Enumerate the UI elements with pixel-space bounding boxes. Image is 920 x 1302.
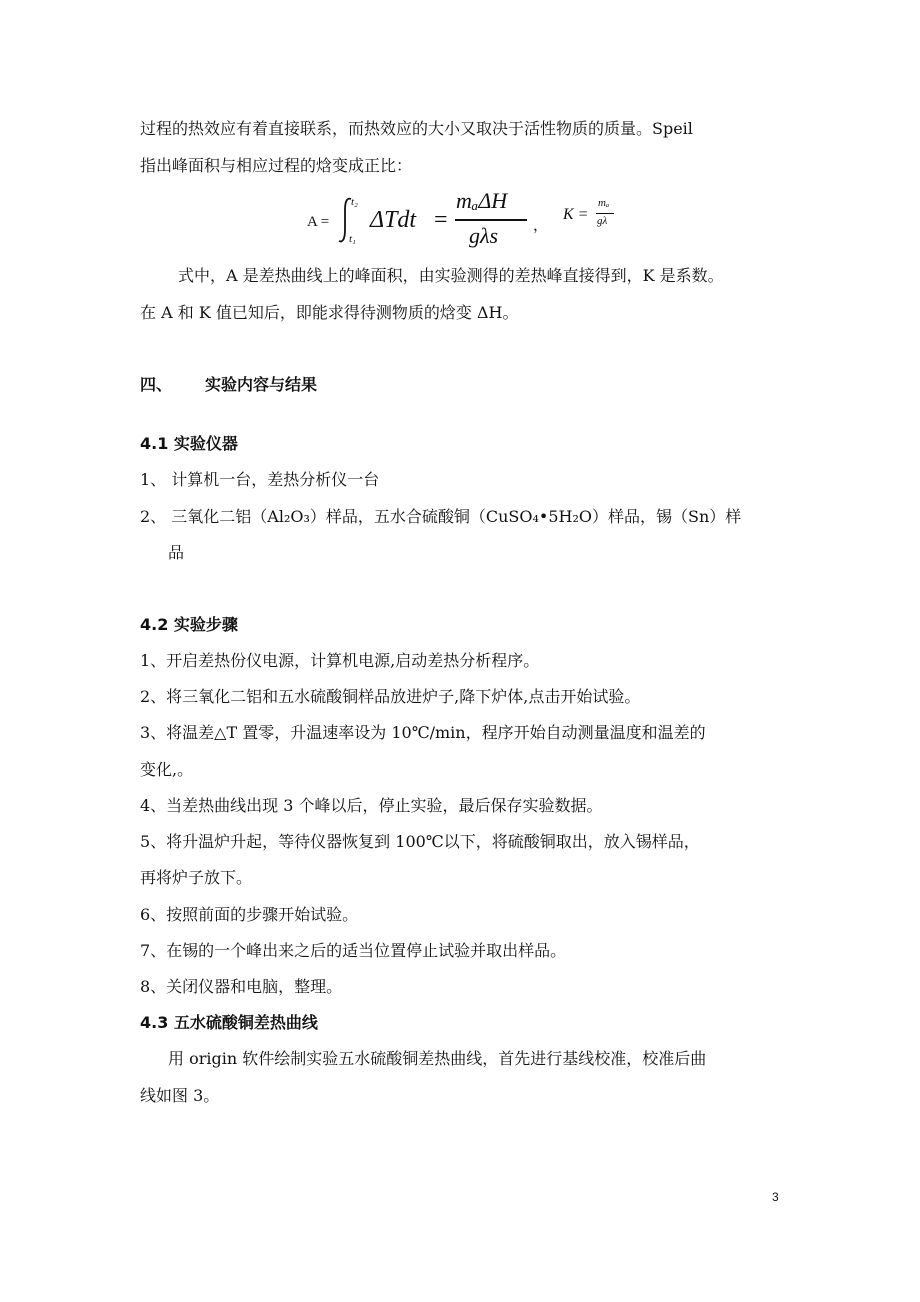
- step-item: 7、在锡的一个峰出来之后的适当位置停止试验并取出样品。: [140, 941, 567, 960]
- step-item: 4、当差热曲线出现 3 个峰以后，停止实验，最后保存实验数据。: [140, 796, 603, 815]
- paragraph-line: 在 A 和 K 值已知后，即能求得待测物质的焓变 ΔH。: [140, 303, 519, 322]
- formula-integrand: ΔTdt: [370, 207, 417, 233]
- integral-upper-limit: t₂: [351, 196, 358, 208]
- fraction-bar: [455, 219, 527, 221]
- section-title: 实验内容与结果: [205, 375, 318, 394]
- step-item-continuation: 再将炉子放下。: [140, 868, 253, 887]
- list-item: 1、 计算机一台，差热分析仪一台: [140, 470, 380, 489]
- formula-comma: ，: [533, 218, 549, 234]
- step-item: 2、将三氧化二铝和五水硫酸铜样品放进炉子,降下炉体,点击开始试验。: [140, 687, 641, 706]
- step-item: 5、将升温炉升起，等待仪器恢复到 100℃以下，将硫酸铜取出，放入锡样品，: [140, 832, 700, 851]
- subsection-heading: 4.2 实验步骤: [140, 615, 238, 634]
- step-item: 8、关闭仪器和电脑，整理。: [140, 977, 343, 996]
- paragraph-line: 指出峰面积与相应过程的焓变成正比：: [140, 156, 413, 175]
- formula-denominator: gλs: [469, 223, 499, 248]
- step-item: 1、开启差热份仪电源，计算机电源,启动差热分析程序。: [140, 651, 540, 670]
- step-item-continuation: 变化,。: [140, 760, 194, 779]
- formula-k-numerator: mₐ: [598, 197, 610, 209]
- formula-k-denominator: gλ: [597, 215, 608, 227]
- paragraph-line: 式中，A 是差热曲线上的峰面积，由实验测得的差热峰直接得到，K 是系数。: [178, 266, 724, 285]
- section-number: 四、: [140, 375, 173, 394]
- step-item: 3、将温差△T 置零，升温速率设为 10℃/min，程序开始自动测量温度和温差的: [140, 723, 706, 742]
- formula-k-lhs: K =: [563, 206, 589, 223]
- paragraph-line: 过程的热效应有着直接联系，而热效应的大小又取决于活性物质的质量。Speil: [140, 119, 693, 138]
- page-number: 3: [772, 1190, 779, 1204]
- formula-equals: =: [434, 207, 448, 233]
- paragraph-line: 用 origin 软件绘制实验五水硫酸铜差热曲线，首先进行基线校准，校准后曲: [168, 1049, 707, 1068]
- list-item: 2、 三氧化二铝（Al₂O₃）样品，五水合硫酸铜（CuSO₄•5H₂O）样品，锡（Sn）样: [140, 507, 742, 526]
- paragraph-line: 线如图 3。: [140, 1086, 220, 1105]
- step-item: 6、按照前面的步骤开始试验。: [140, 905, 359, 924]
- subsection-heading: 4.3 五水硫酸铜差热曲线: [140, 1013, 318, 1032]
- formula-numerator: mₐΔH: [456, 188, 508, 213]
- formula-lhs: A =: [307, 214, 330, 230]
- fraction-bar: [596, 213, 614, 214]
- list-item-continuation: 品: [168, 543, 185, 562]
- integral-lower-limit: t₁: [349, 233, 356, 245]
- subsection-heading: 4.1 实验仪器: [140, 434, 238, 453]
